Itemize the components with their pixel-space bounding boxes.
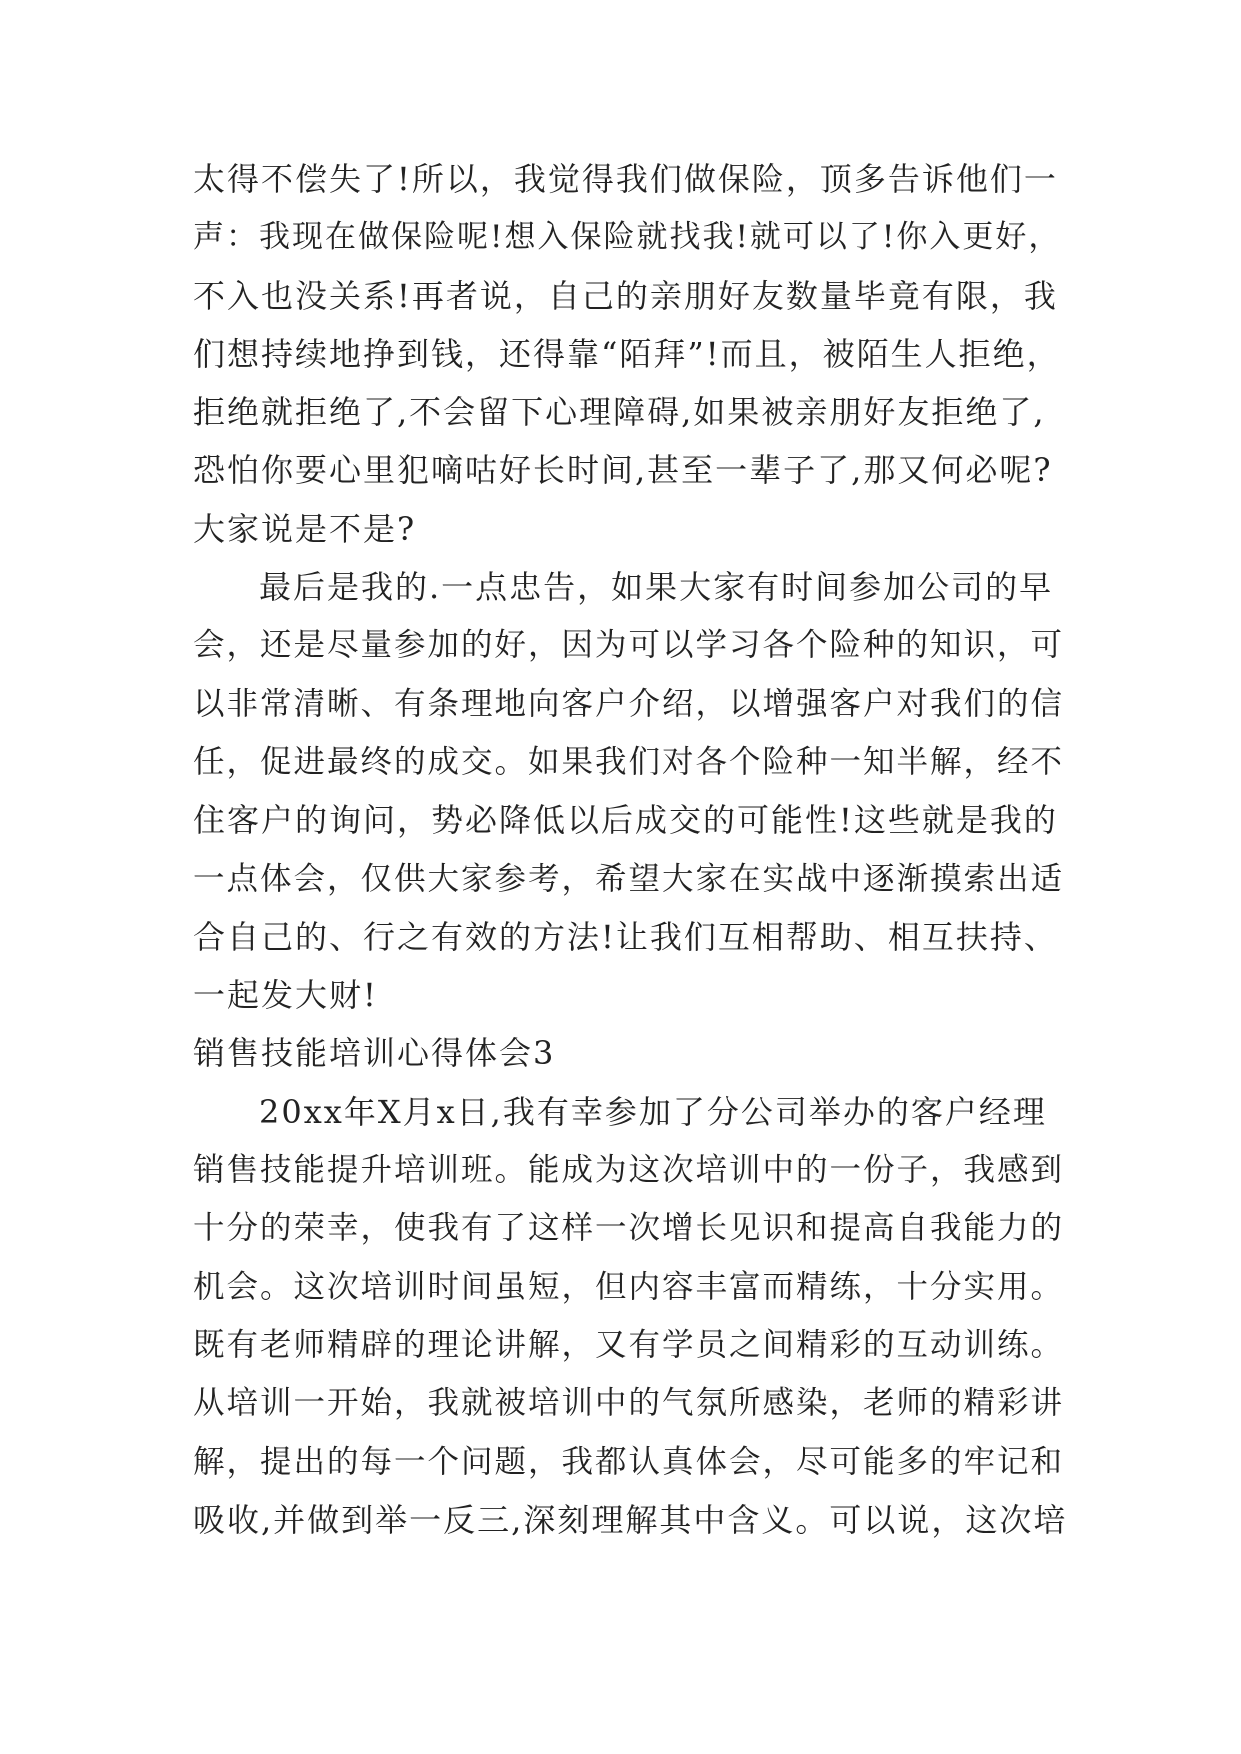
text-line: 任，促进最终的成交。如果我们对各个险种一知半解，经不	[193, 743, 1065, 780]
text-line: 们想持续地挣到钱，还得靠“陌拜”!而且，被陌生人拒绝，	[193, 334, 1061, 373]
text-line: 十分的荣幸，使我有了这样一次增长见识和提高自我能力的	[193, 1210, 1065, 1247]
text-line: 住客户的询问，势必降低以后成交的可能性!这些就是我的	[193, 801, 1058, 840]
text-line: 从培训一开始，我就被培训中的气氛所感染，老师的精彩讲	[193, 1385, 1065, 1422]
text-line: 声：我现在做保险呢!想入保险就找我!就可以了!你入更好，	[193, 219, 1062, 256]
text-line: 机会。这次培训时间虽短，但内容丰富而精练，十分实用。	[193, 1268, 1065, 1305]
text-line: 销售技能培训心得体会3	[193, 1034, 556, 1073]
text-line: 太得不偿失了!所以，我觉得我们做保险，顶多告诉他们一	[193, 160, 1058, 198]
text-line: 解，提出的每一个问题，我都认真体会，尽可能多的牢记和	[193, 1443, 1065, 1480]
text-line: 20xx年X月x日,我有幸参加了分公司举办的客户经理	[259, 1092, 1047, 1131]
text-line: 销售技能提升培训班。能成为这次培训中的一份子，我感到	[193, 1152, 1065, 1189]
text-line: 拒绝就拒绝了,不会留下心理障碍,如果被亲朋好友拒绝了,	[193, 393, 1046, 432]
text-line: 大家说是不是?	[193, 509, 417, 548]
text-line: 一起发大财!	[193, 976, 378, 1015]
text-line: 不入也没关系!再者说，自己的亲朋好友数量毕竟有限，我	[193, 276, 1058, 315]
text-line: 吸收,并做到举一反三,深刻理解其中含义。可以说，这次培	[193, 1500, 1068, 1539]
text-line: 恐怕你要心里犯嘀咕好长时间,甚至一辈子了,那又何必呢?	[193, 451, 1053, 490]
text-line: 合自己的、行之有效的方法!让我们互相帮助、相互扶持、	[193, 917, 1058, 956]
text-line: 最后是我的.一点忠告，如果大家有时间参加公司的早	[259, 568, 1054, 607]
text-line: 以非常清晰、有条理地向客户介绍，以增强客户对我们的信	[193, 685, 1065, 722]
document-body	[193, 150, 1073, 1549]
text-line: 一点体会，仅供大家参考，希望大家在实战中逐渐摸索出适	[193, 860, 1065, 897]
text-line: 会，还是尽量参加的好，因为可以学习各个险种的知识，可	[193, 627, 1065, 664]
text-line: 既有老师精辟的理论讲解，又有学员之间精彩的互动训练。	[193, 1326, 1065, 1363]
